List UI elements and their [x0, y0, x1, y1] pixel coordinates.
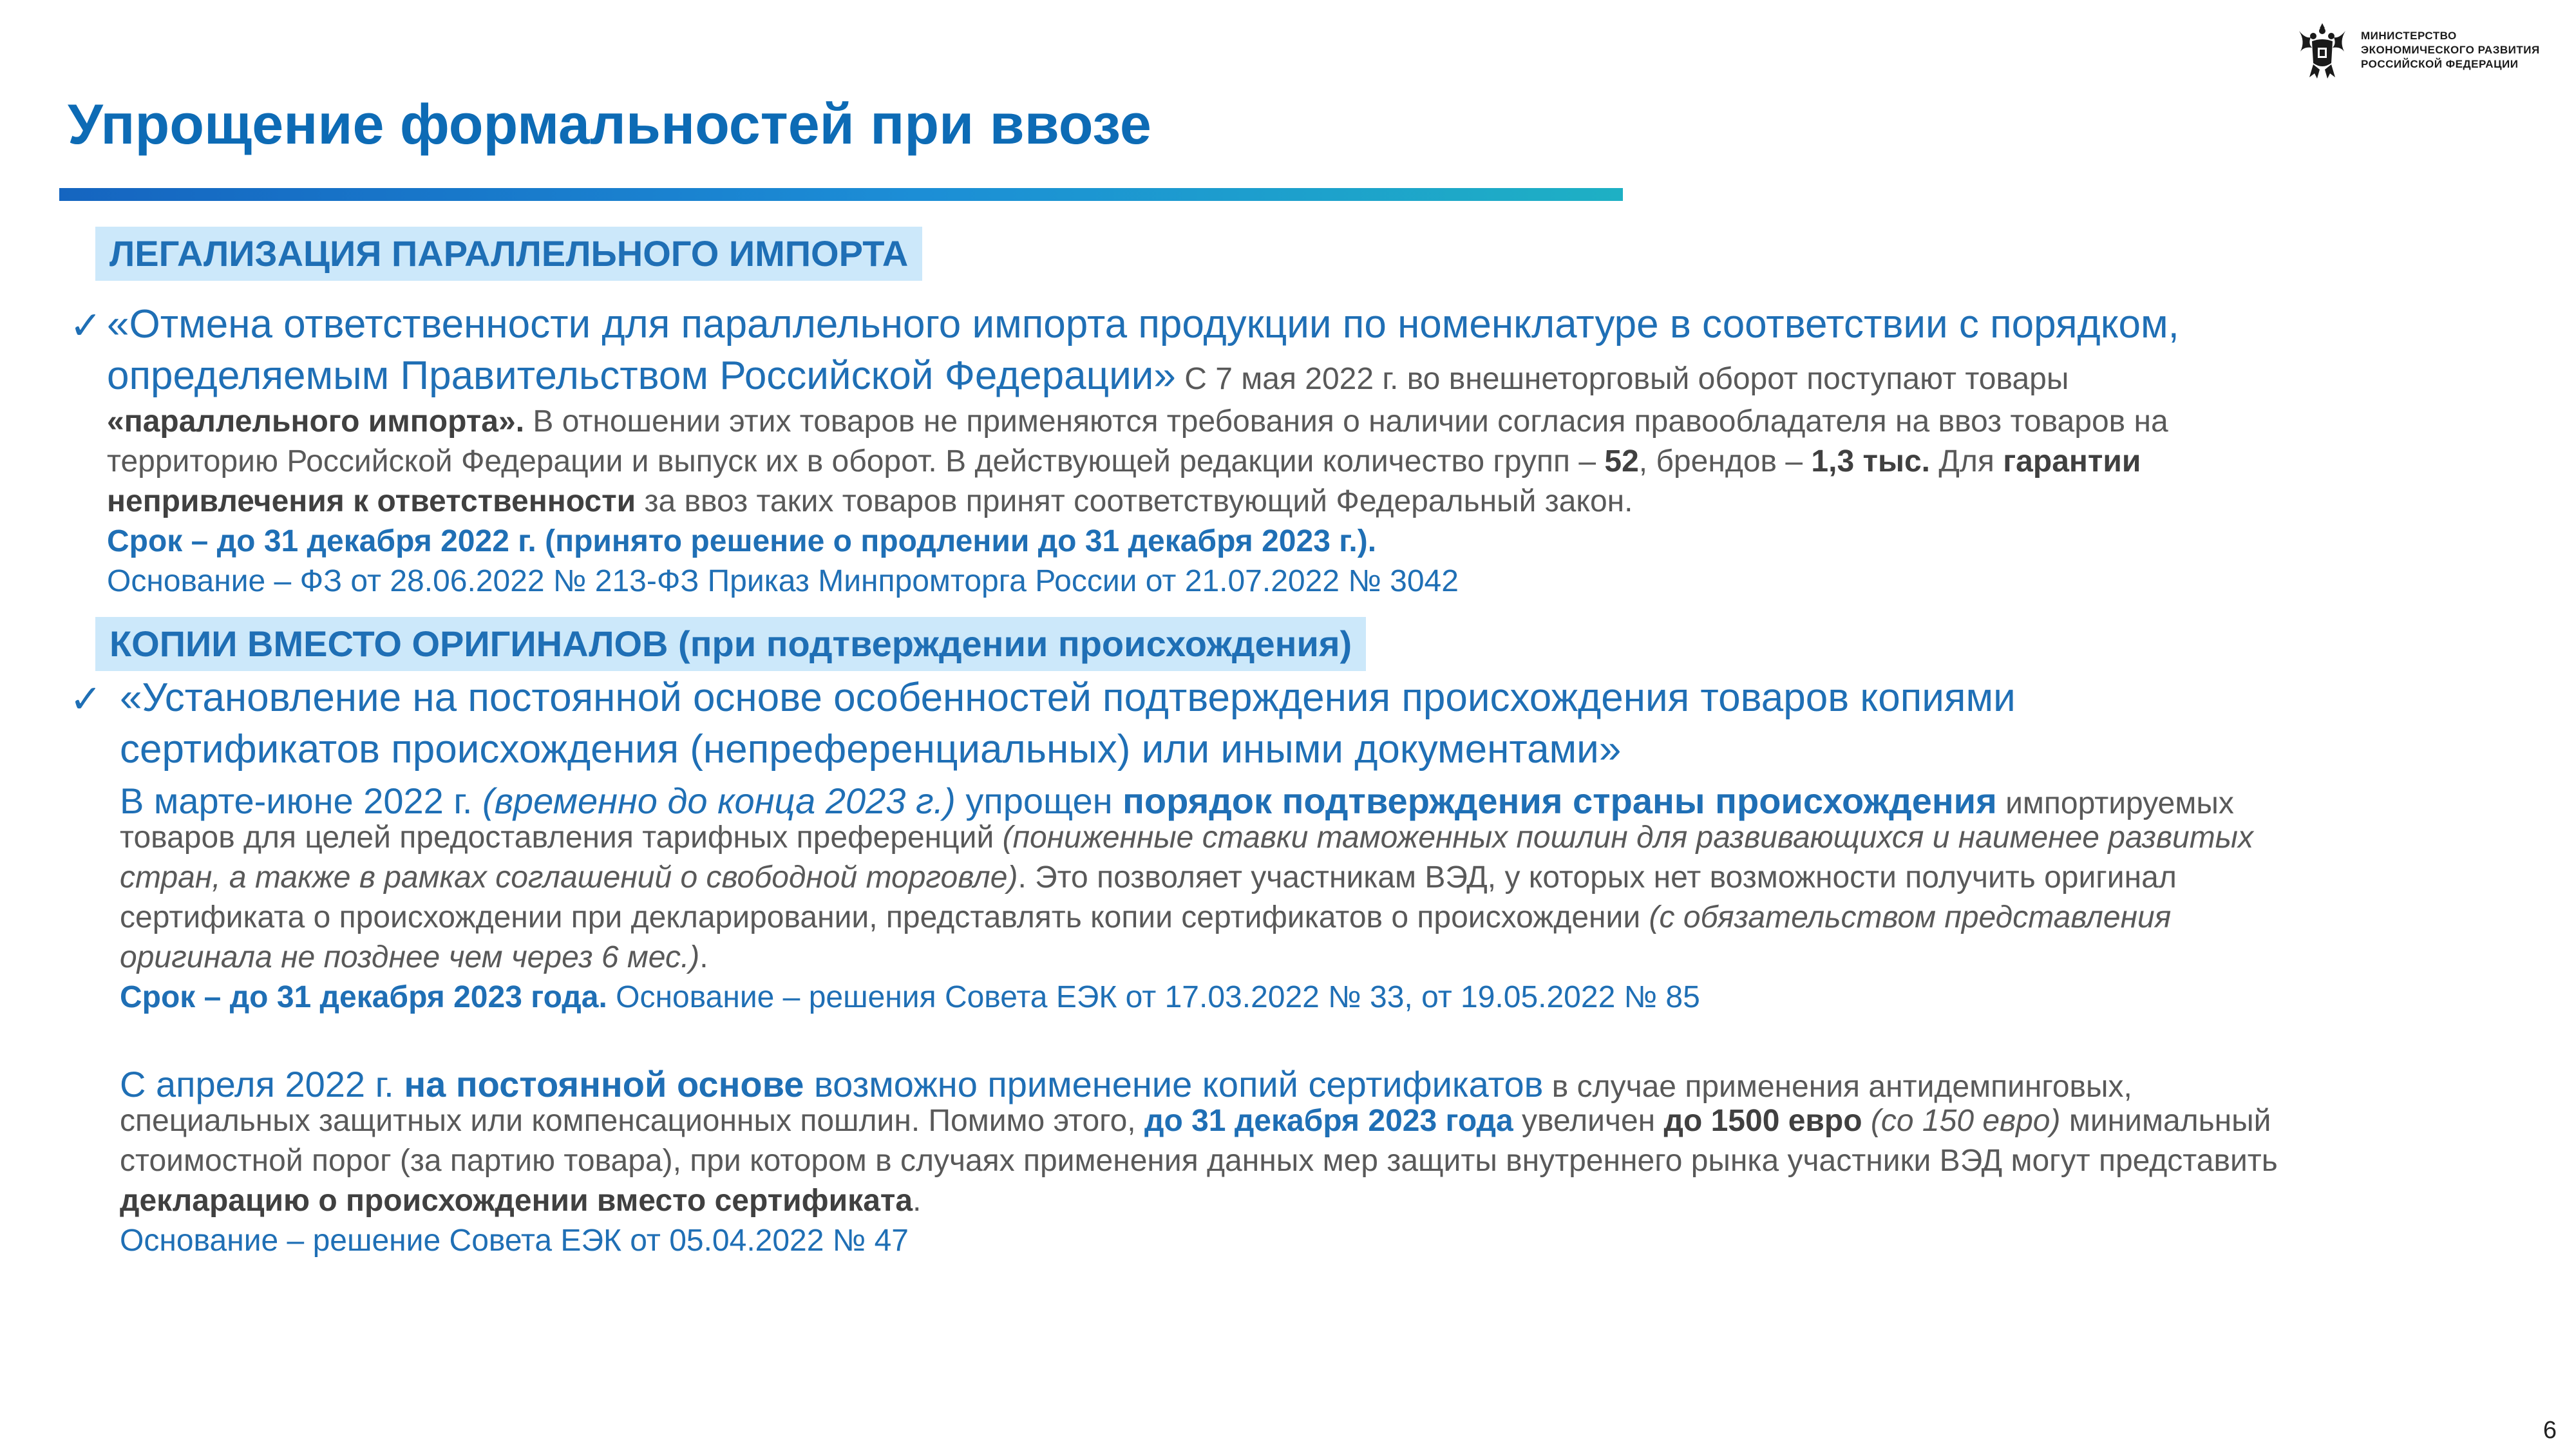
section1-content [107, 299, 2179, 601]
section2-body-line: стоимостной порог (за партию товара), при котором в случаях применения данных мер защиты внутреннего рынка участники ВЭД могут представить [120, 1144, 2278, 1178]
section1-quote-line1: «Отмена ответственности для параллельного импорта продукции по номенклатуре в соответствии с порядком, [107, 302, 2179, 346]
section2-quote-line1: «Установление на постоянной основе особенностей подтверждения происхождения товаров копиями [120, 676, 2016, 720]
section1-quote-line2: определяемым Правительством Российской Федерации» С 7 мая 2022 г. во внешнеторговый оборот поступают товары [107, 354, 2069, 398]
section2-body-line: В марте-июне 2022 г. (временно до конца 2023 г.) упрощен порядок подтверждения страны происхождения импортируемых [120, 781, 2234, 821]
ministry-logo [2293, 18, 2540, 82]
section2-body-line: товаров для целей предоставления тарифных преференций (пониженные ставки таможенных пошлин для развивающихся и наименее развитых [120, 820, 2253, 855]
page-number: 6 [2543, 1417, 2557, 1444]
ministry-name: МИНИСТЕРСТВО ЭКОНОМИЧЕСКОГО РАЗВИТИЯ РОССИЙСКОЙ ФЕДЕРАЦИИ [2361, 30, 2540, 70]
section2-body-line: специальных защитных или компенсационных пошлин. Помимо этого, до 31 декабря 2023 года увеличен до 1500 евро (со 150 евро) минимальный [120, 1104, 2271, 1138]
section2-body-line: С апреля 2022 г. на постоянной основе возможно применение копий сертификатов в случае применения антидемпинговых, [120, 1064, 2132, 1104]
checkmark-icon: ✓ [70, 304, 102, 347]
section2-content [120, 672, 2278, 1261]
page-title: Упрощение формальностей при ввозе [68, 92, 1151, 156]
section-tag-parallel-import: ЛЕГАЛИЗАЦИЯ ПАРАЛЛЕЛЬНОГО ИМПОРТА [95, 227, 922, 281]
checkmark-icon: ✓ [70, 677, 102, 721]
section1-basis: Основание – ФЗ от 28.06.2022 № 213-ФЗ Приказ Минпромторга России от 21.07.2022 № 3042 [107, 564, 1459, 598]
section2-deadline: Срок – до 31 декабря 2023 года. Основание – решения Совета ЕЭК от 17.03.2022 № 33, от 19.05.2022 № 85 [120, 980, 1700, 1014]
title-divider [59, 188, 1623, 201]
section-tag-copies: КОПИИ ВМЕСТО ОРИГИНАЛОВ (при подтверждении происхождения) [95, 617, 1366, 671]
section1-body-line: непривлечения к ответственности за ввоз таких товаров принят соответствующий Федеральный закон. [107, 484, 1633, 518]
section2-basis: Основание – решение Совета ЕЭК от 05.04.2022 № 47 [120, 1224, 909, 1258]
section2-body-line: оригинала не позднее чем через 6 мес.). [120, 940, 708, 974]
section1-body-line: «параллельного импорта». В отношении этих товаров не применяются требования о наличии согласия правообладателя на ввоз товаров на [107, 404, 2168, 439]
section2-quote-line2: сертификатов происхождения (непреференциальных) или иными документами» [120, 727, 1622, 772]
section2-body-line: сертификата о происхождении при декларировании, представлять копии сертификатов о происхождении (с обязательством представления [120, 900, 2172, 934]
section2-body-line: стран, а также в рамках соглашений о свободной торговле). Это позволяет участникам ВЭД, у которых нет возможности получить оригинал [120, 860, 2177, 895]
section1-deadline: Срок – до 31 декабря 2022 г. (принято решение о продлении до 31 декабря 2023 г.). [107, 524, 1377, 558]
emblem-icon [2293, 18, 2352, 82]
section2-body-line: декларацию о происхождении вместо сертификата. [120, 1184, 922, 1218]
section1-body-line: территорию Российской Федерации и выпуск их в оборот. В действующей редакции количество групп – 52, брендов – 1,3 тыс. Для гарантии [107, 444, 2141, 478]
